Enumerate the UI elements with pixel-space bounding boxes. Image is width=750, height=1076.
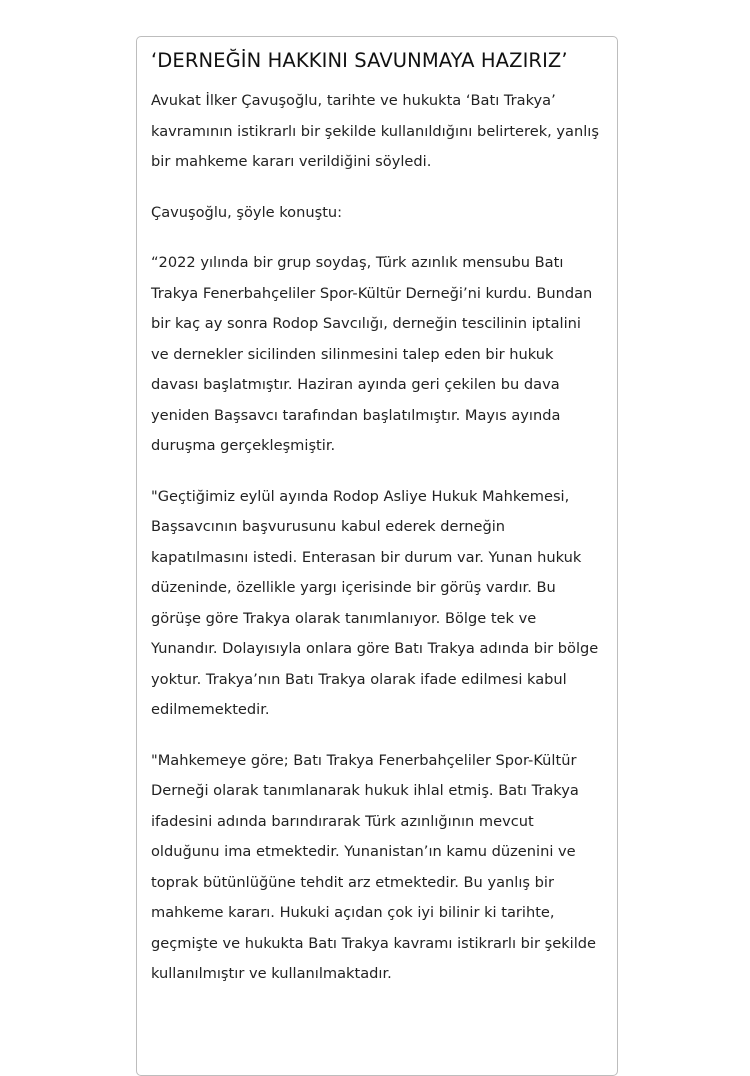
article-paragraph: "Mahkemeye göre; Batı Trakya Fenerbahçeliler Spor-Kültür Derneği olarak tanımlanarak hukuk ihlal etmiş. Batı Trakya ifadesini adında barındırarak Türk azınlığının mevcut olduğunu ima etmektedir. Yunanistan’ın kamu düzenini ve toprak bütünlüğüne tehdit arz etmektedir. Bu yanlış bir mahkeme kararı. Hukuki açıdan çok iyi bilinir ki tarihte, geçmişte ve hukukta Batı Trakya kavramı istikrarlı bir şekilde kullanılmıştır ve kullanılmaktadır. (151, 751, 597, 982)
article-paragraph: Çavuşoğlu, şöyle konuştu: (151, 203, 343, 221)
article-paragraph: “2022 yılında bir grup soydaş, Türk azınlık mensubu Batı Trakya Fenerbahçeliler Spor-Kültür Derneği’ni kurdu. Bundan bir kaç ay sonra Rodop Savcılığı, derneğin tescilinin iptalini ve dernekler sicilinden silinmesini talep eden bir hukuk davası başlatmıştır. Haziran ayında geri çekilen bu dava yeniden Başsavcı tarafından başlatılmıştır. Mayıs ayında duruşma gerçekleşmiştir. (151, 254, 593, 454)
article-paragraph: "Geçtiğimiz eylül ayında Rodop Asliye Hukuk Mahkemesi, Başsavcının başvurusunu kabul ederek derneğin kapatılmasını istedi. Enterasan bir durum var. Yunan hukuk düzeninde, özellikle yargı içerisinde bir görüş vardır. Bu görüşe göre Trakya olarak tanımlanıyor. Bölge tek ve Yunandır. Dolayısıyla onlara göre Batı Trakya adında bir bölge yoktur. Trakya’nın Batı Trakya olarak ifade edilmesi kabul edilmemektedir. (151, 487, 599, 718)
article-paragraph: Avukat İlker Çavuşoğlu, tarihte ve hukukta ‘Batı Trakya’ kavramının istikrarlı bir şekilde kullanıldığını belirterek, yanlış bir mahkeme kararı verildiğini söyledi. (151, 92, 599, 170)
article-card (136, 36, 618, 1076)
article-headline: ‘DERNEĞİN HAKKINI SAVUNMAYA HAZIRIZ’ (151, 49, 568, 72)
